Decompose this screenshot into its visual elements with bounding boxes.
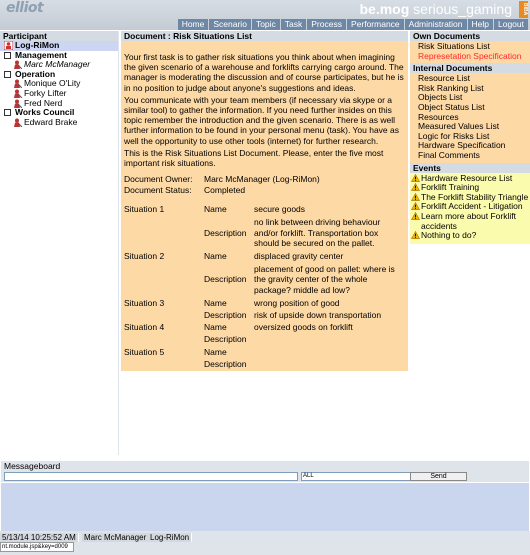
situation-1-name-row [124, 204, 405, 214]
situation-2-name-row [124, 251, 405, 261]
nav-logout[interactable]: Logout [494, 19, 528, 30]
group-label: Works Council [15, 107, 75, 118]
situation-description: placement of good on pallet: where is the gravity center of the whole package? middle ad low? [254, 264, 395, 295]
description-label: Description [204, 334, 247, 345]
event-nothing-to-do[interactable] [410, 231, 530, 241]
message-history[interactable] [1, 483, 529, 531]
app-header [0, 0, 530, 30]
internal-doc-label: Object Status List [418, 101, 485, 112]
own-documents-title: Own Documents [410, 31, 530, 41]
internal-doc-label: Final Comments [418, 149, 480, 160]
internal-doc-label: Objects List [418, 92, 463, 103]
document-panel [121, 31, 408, 371]
situation-5-desc-row [124, 359, 405, 369]
warning-icon [411, 193, 420, 201]
participant-panel-title: Participant [0, 31, 118, 41]
participant-name: Monique O'Lity [24, 78, 81, 89]
group-checkbox[interactable] [4, 52, 11, 59]
status-label: Document Status: [124, 185, 192, 196]
warning-icon [411, 174, 420, 182]
situation-description [254, 334, 405, 344]
internal-doc-label: Resources [418, 111, 459, 122]
document-intro-1: Your first task is to gather risk situations you think about when imagining the given scenario of a warehouse and forklifts carrying cargo around. The manager is moderating the discussion and of course participates, but he is in no position to judge about anyone's suggestions and ideas. [124, 52, 404, 93]
name-label: Name [204, 297, 227, 308]
owner-value: Marc McManager (Log-RiMon) [204, 174, 320, 185]
warning-icon [411, 183, 420, 191]
events-title: Events [410, 163, 530, 173]
participant-name: Edward Brake [24, 116, 78, 127]
messageboard-toolbar [1, 471, 529, 482]
situation-label: Situation 4 [124, 322, 165, 333]
nav-topic[interactable]: Topic [252, 19, 280, 30]
situation-name: wrong position of good [254, 297, 340, 308]
name-label: Name [204, 346, 227, 357]
nav-performance[interactable]: Performance [347, 19, 404, 30]
name-label: Name [204, 251, 227, 262]
internal-doc-label: Measured Values List [418, 121, 500, 132]
participant-name: Marc McManager [24, 59, 91, 70]
brand-title [359, 1, 512, 17]
situation-3-desc-row [124, 310, 405, 320]
person-icon [13, 118, 22, 127]
document-meta [124, 174, 405, 196]
nav-task[interactable]: Task [281, 19, 306, 30]
description-label: Description [204, 310, 247, 321]
situation-name: oversized goods on forklift [254, 322, 353, 333]
status-datetime: 5/13/14 10:25:52 AM [0, 533, 79, 542]
send-button[interactable]: Send [410, 472, 467, 481]
event-label: Forklift Accident - Litigation [421, 201, 523, 212]
messageboard-title: Messageboard [1, 461, 529, 471]
status-user: Marc McManager [82, 533, 149, 542]
warning-icon [411, 202, 420, 210]
brand-bold: be.mog [359, 1, 410, 17]
status-value: Completed [204, 185, 246, 196]
nav-process[interactable]: Process [307, 19, 346, 30]
own-doc-label: Represetation Specification [418, 50, 522, 61]
status-bar [0, 531, 530, 555]
situation-3-name-row [124, 298, 405, 308]
description-label: Description [204, 227, 247, 238]
situation-name [254, 347, 405, 357]
nav-scenario[interactable]: Scenario [209, 19, 251, 30]
situation-description: no link between driving behaviour and/or forklift. Transportation box should be secured on the pallet. [254, 217, 381, 248]
group-checkbox[interactable] [4, 71, 11, 78]
situation-1-desc-row [124, 217, 405, 248]
situation-2-desc-row [124, 264, 405, 295]
event-label: Forklift Training [421, 182, 480, 193]
internal-doc-final-comments[interactable] [410, 151, 530, 161]
situation-description [254, 359, 405, 369]
situation-description: risk of upside down transportation [254, 310, 382, 321]
main-nav [177, 19, 528, 30]
description-label: Description [204, 274, 247, 285]
situation-5-name-row [124, 347, 405, 357]
document-body [121, 41, 408, 369]
warning-icon [411, 231, 420, 239]
brand-rest: serious_gaming [409, 1, 512, 17]
event-label: The Forklift Stability Triangle [421, 191, 529, 202]
elliot-logo: elliot [6, 0, 44, 16]
participant-panel [0, 31, 119, 455]
name-label: Name [204, 204, 227, 215]
status-role: Log-RiMon [148, 533, 192, 542]
situation-label: Situation 5 [124, 346, 165, 357]
nav-administration[interactable]: Administration [405, 19, 467, 30]
internal-doc-label: Resource List [418, 73, 470, 84]
current-user-name: Log-RiMon [15, 40, 60, 50]
person-icon [13, 89, 22, 98]
warning-icon [411, 212, 420, 220]
biba-logo: BIBA [519, 1, 528, 18]
internal-doc-label: Logic for Risks List [418, 130, 490, 141]
events-list [410, 173, 530, 244]
situation-label: Situation 1 [124, 204, 165, 215]
document-intro-2: You communicate with your team members (if necessary via skype or a similar tool) to gather the information. If you need further insides on this topic remember the introduction and the given scenario. There is as well further information to be found in your personal menu (task). You have as well the opportunity to use other tools (internet) for further research. [124, 94, 399, 146]
document-title: Document : Risk Situations List [121, 31, 408, 41]
document-intro-3: This is the Risk Situations List Document. Please, enter the five most important risk situations. [124, 147, 384, 169]
person-icon [13, 79, 22, 88]
participant-name: Fred Nerd [24, 97, 63, 108]
name-label: Name [204, 322, 227, 333]
message-input[interactable] [4, 472, 298, 481]
situation-label: Situation 2 [124, 251, 165, 262]
group-label: Operation [15, 68, 56, 79]
nav-home[interactable]: Home [178, 19, 209, 30]
nav-help[interactable]: Help [468, 19, 493, 30]
situation-name: displaced gravity center [254, 251, 344, 262]
documents-sidebar [410, 31, 530, 244]
internal-documents-title: Internal Documents [410, 63, 530, 73]
description-label: Description [204, 358, 247, 369]
situation-4-desc-row [124, 334, 405, 344]
internal-doc-label: Hardware Specification [418, 140, 506, 151]
internal-documents-list [410, 73, 530, 162]
internal-doc-label: Risk Ranking List [418, 82, 484, 93]
situation-4-name-row [124, 322, 405, 332]
status-row [124, 185, 405, 196]
recipient-value: ALL [303, 473, 314, 479]
situations-table [124, 204, 405, 369]
url-tooltip: nt.module.jsp&key=d009 [0, 542, 74, 552]
event-label: Learn more about Forklift accidents [421, 210, 516, 231]
own-documents-list [410, 41, 530, 63]
group-checkbox[interactable] [4, 109, 11, 116]
situation-label: Situation 3 [124, 297, 165, 308]
situation-name: secure goods [254, 204, 306, 215]
participant-edward-brake[interactable] [0, 118, 118, 128]
participant-name: Forky Lifter [24, 87, 67, 98]
event-learn-more-forklift-accidents[interactable] [410, 212, 530, 231]
owner-label: Document Owner: [124, 174, 193, 185]
own-doc-represetation-specification[interactable] [410, 52, 530, 62]
person-icon [4, 41, 13, 50]
own-doc-label: Risk Situations List [418, 41, 490, 51]
group-label: Management [15, 49, 67, 60]
event-label: Hardware Resource List [421, 172, 513, 183]
owner-row [124, 174, 405, 185]
event-label: Nothing to do? [421, 230, 477, 241]
